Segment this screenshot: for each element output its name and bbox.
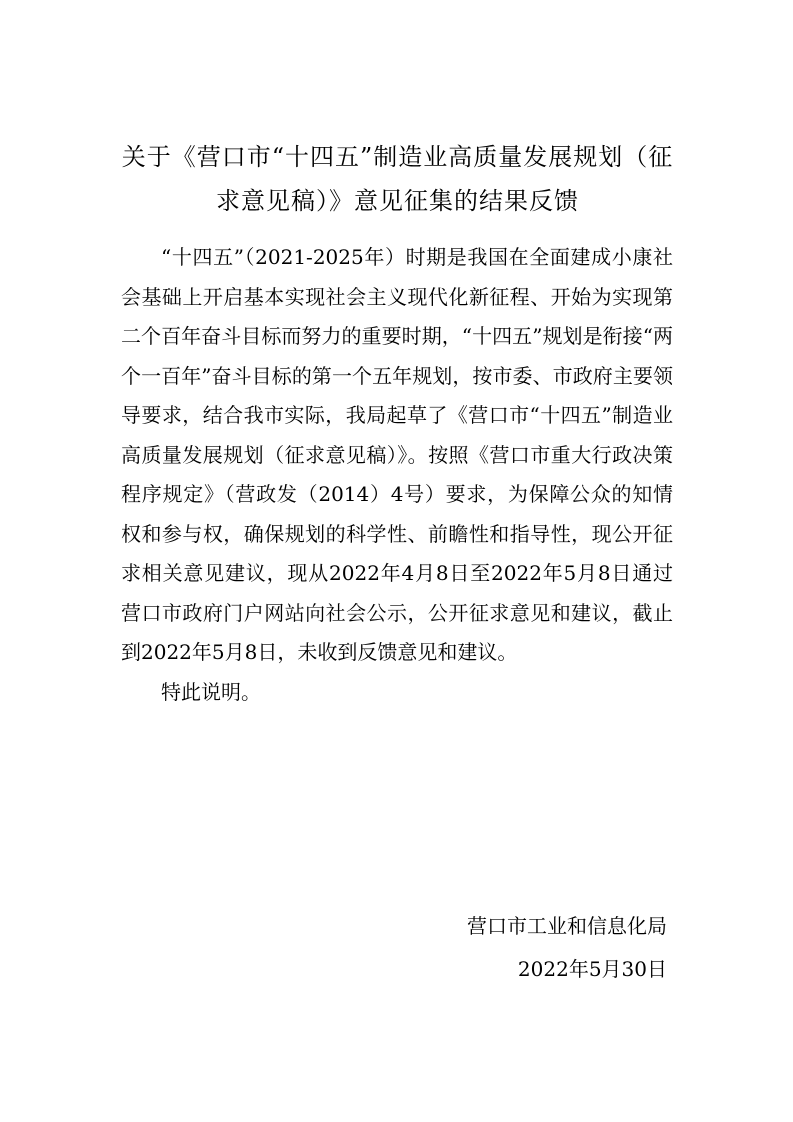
signature-date: 2022年5月30日 xyxy=(517,957,667,981)
signature-organization: 营口市工业和信息化局 xyxy=(467,914,667,938)
document-title: 关于《营口市“十四五”制造业高质量发展规划（征求意见稿）》意见征集的结果反馈 xyxy=(121,143,674,215)
body-paragraph-closing: 特此说明。 xyxy=(161,679,261,704)
body-paragraph-main: “十四五”（2021-2025年）时期是我国在全面建成小康社会基础上开启基本实现社会主义现代化新征程、开始为实现第二个百年奋斗目标而努力的重要时期，“十四五”规划是衔接“两个一百年”奋斗目标的第一个五年规划，按市委、市政府主要领导要求，结合我市实际，我局起草了《营口市“十四五”制造业高质量发展规划（征求意见稿）》。按照《营口市重大行政决策程序规定》（营政发（2014）4号）要求，为保障公众的知情权和参与权，确保规划的科学性、前瞻性和指导性，现公开征求相关意见建议，现从2022年4月8日至2022年5月8日通过营口市政府门户网站向社会公示，公开征求意见和建议，截止到2022年5月8日，未收到反馈意见和建议。 xyxy=(121,245,673,664)
document-body xyxy=(121,238,673,712)
